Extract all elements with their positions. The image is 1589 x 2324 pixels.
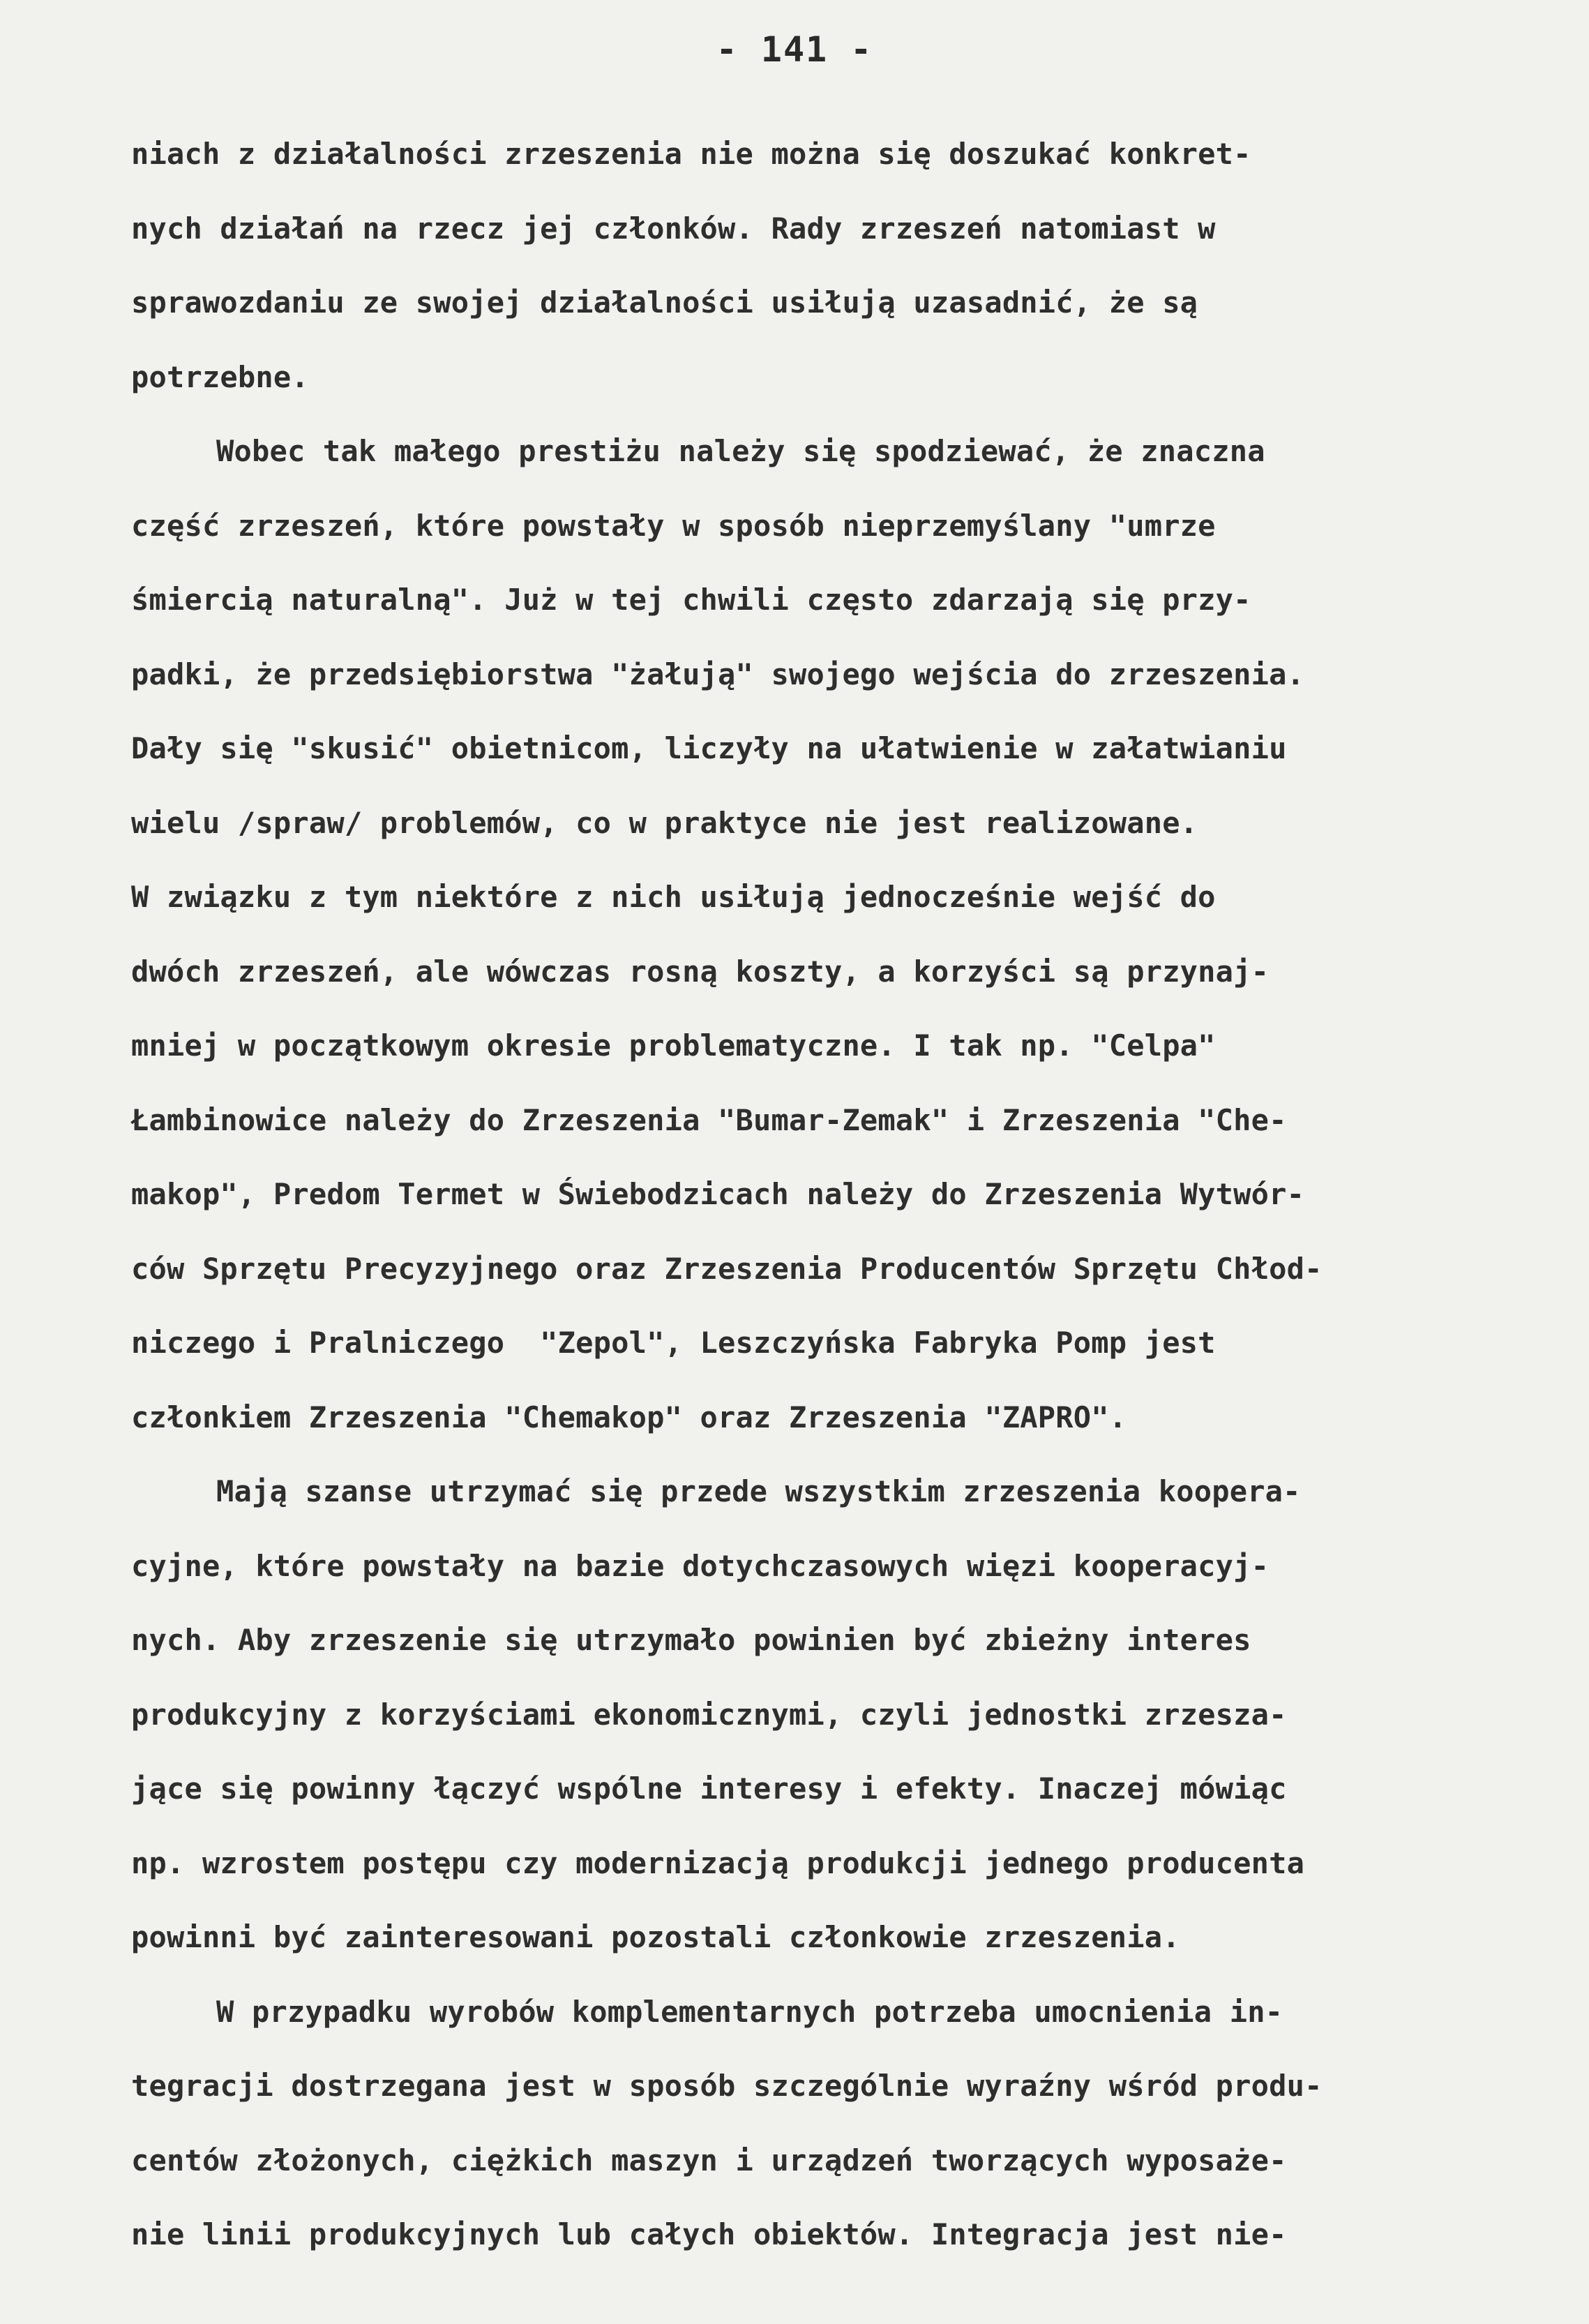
text-line: Mają szanse utrzymać się przede wszystkim zrzeszenia koopera- xyxy=(216,1474,1301,1508)
text-line: np. wzrostem postępu czy modernizacją produkcji jednego producenta xyxy=(131,1845,1305,1880)
text-line: potrzebne. xyxy=(131,359,309,394)
text-line: sprawozdaniu ze swojej działalności usiłują uzasadnić, że są xyxy=(131,285,1198,320)
text-line: dwóch zrzeszeń, ale wówczas rosną koszty, a korzyści są przynaj- xyxy=(131,954,1270,989)
text-line: tegracji dostrzegana jest w sposób szczególnie wyraźny wśród produ- xyxy=(131,2069,1323,2103)
text-line: cyjne, które powstały na bazie dotychczasowych więzi kooperacyj- xyxy=(131,1548,1270,1583)
text-line: nych. Aby zrzeszenie się utrzymało powinien być zbieżny interes xyxy=(131,1623,1251,1657)
text-line: jące się powinny łączyć wspólne interesy i efekty. Inaczej mówiąc xyxy=(131,1771,1287,1806)
text-line: niach z działalności zrzeszenia nie można się doszukać konkret- xyxy=(131,137,1251,171)
text-line: padki, że przedsiębiorstwa "żałują" swojego wejścia do zrzeszenia. xyxy=(131,657,1305,691)
text-line: nie linii produkcyjnych lub całych obiektów. Integracja jest nie- xyxy=(131,2217,1287,2251)
text-line: członkiem Zrzeszenia "Chemakop" oraz Zrzeszenia "ZAPRO". xyxy=(131,1400,1127,1434)
text-line: W związku z tym niektóre z nich usiłują jednocześnie wejść do xyxy=(131,880,1216,914)
text-line: ców Sprzętu Precyzyjnego oraz Zrzeszenia Producentów Sprzętu Chłod- xyxy=(131,1251,1323,1286)
text-line: Łambinowice należy do Zrzeszenia "Bumar-Zemak" i Zrzeszenia "Che- xyxy=(131,1102,1287,1137)
text-line: Dały się "skusić" obietnicom, liczyły na ułatwienie w załatwianiu xyxy=(131,731,1287,765)
text-line: makop", Predom Termet w Świebodzicach należy do Zrzeszenia Wytwór- xyxy=(131,1177,1305,1211)
body-text xyxy=(131,117,1526,2272)
text-line: centów złożonych, ciężkich maszyn i urządzeń tworzących wyposaże- xyxy=(131,2143,1287,2177)
text-line: nych działań na rzecz jej członków. Rady zrzeszeń natomiast w xyxy=(131,211,1216,246)
text-line: śmiercią naturalną". Już w tej chwili często zdarzają się przy- xyxy=(131,583,1251,617)
text-line: niczego i Pralniczego "Zepol", Leszczyńska Fabryka Pomp jest xyxy=(131,1326,1216,1360)
page-number: - 141 - xyxy=(716,29,873,70)
text-line: część zrzeszeń, które powstały w sposób nieprzemyślany "umrze xyxy=(131,508,1216,543)
text-line: wielu /spraw/ problemów, co w praktyce nie jest realizowane. xyxy=(131,805,1198,840)
text-line: W przypadku wyrobów komplementarnych potrzeba umocnienia in- xyxy=(216,1994,1283,2029)
text-line: mniej w początkowym okresie problematyczne. I tak np. "Celpa" xyxy=(131,1028,1216,1063)
text-line: Wobec tak małego prestiżu należy się spodziewać, że znaczna xyxy=(216,434,1265,468)
text-line: powinni być zainteresowani pozostali członkowie zrzeszenia. xyxy=(131,1920,1180,1954)
text-line: produkcyjny z korzyściami ekonomicznymi, czyli jednostki zrzesza- xyxy=(131,1697,1287,1732)
